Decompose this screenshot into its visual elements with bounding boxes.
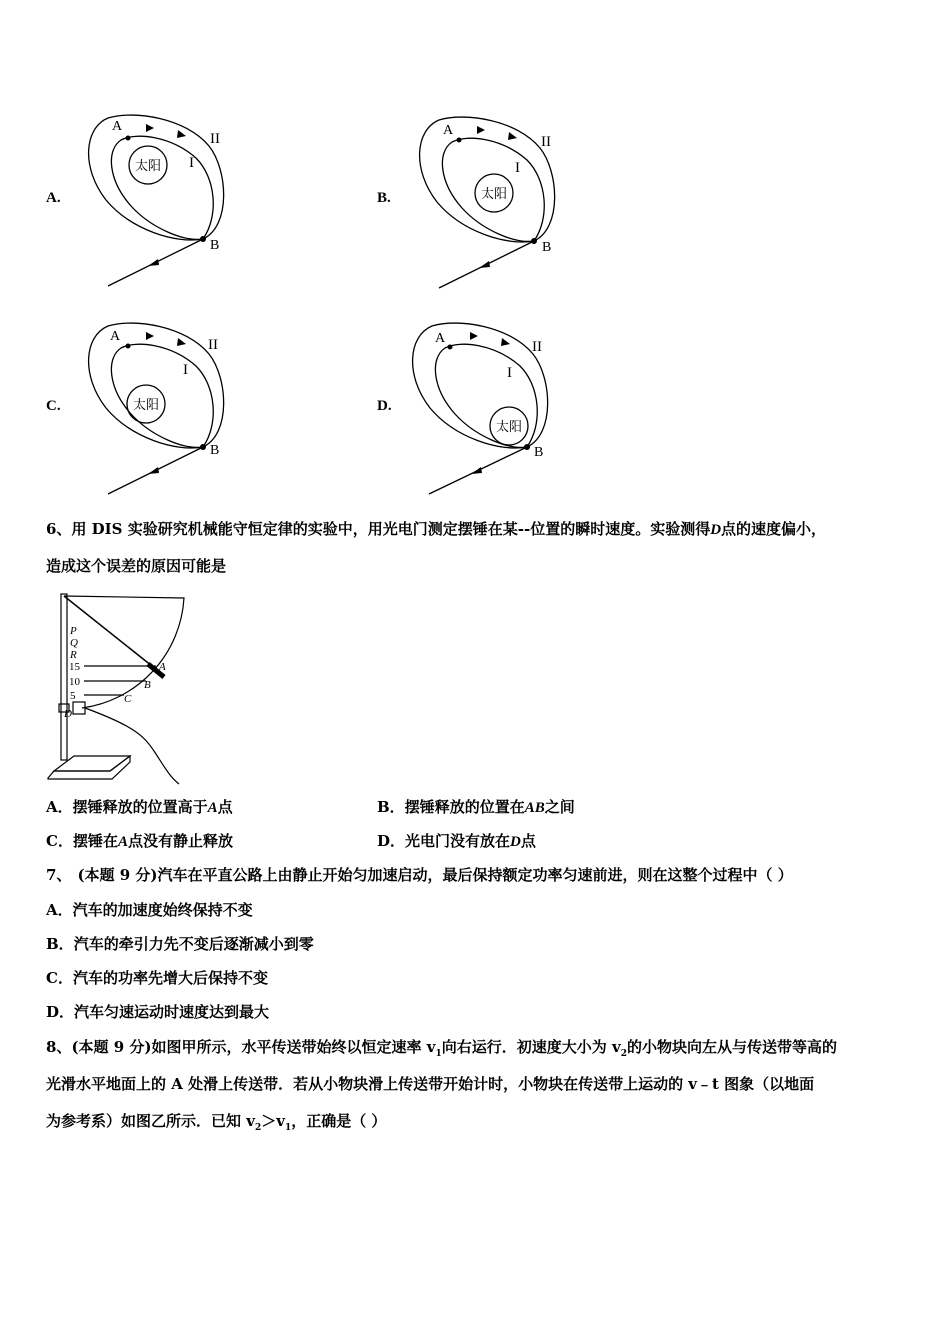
q7-score: (本题 9 分) xyxy=(77,866,158,884)
point-a: A xyxy=(112,119,123,134)
q8-number: 8、 xyxy=(46,1038,72,1056)
q7-stem: 7、 (本题 9 分)汽车在平直公路上由静止开始匀加速启动，最后保持额定功率匀速前进，则在这整个过程中（ ） xyxy=(46,866,793,884)
label-a: A xyxy=(159,661,166,673)
q6-option-b[interactable]: B．摆锤释放的位置在AB之间 xyxy=(377,798,575,816)
orbit-diagram-a xyxy=(46,108,306,298)
point-b: B xyxy=(210,443,220,458)
orbit-i-label: I xyxy=(183,362,188,378)
orbit-ii-label: II xyxy=(208,337,218,353)
option-c-label: C. xyxy=(46,398,61,414)
label-15: 15 xyxy=(69,661,80,673)
orbit-diagram-b xyxy=(377,108,637,298)
q8-stem-line1: 8、(本题 9 分)如图甲所示，水平传送带始终以恒定速率 $v_1$向右运行．初速度大小为 $v_2$的小物块向左从与传送带等高的 xyxy=(46,1038,837,1059)
option-a-diagram xyxy=(46,108,306,298)
orbit-i-label: I xyxy=(515,160,520,176)
point-a: A xyxy=(435,331,446,346)
q6-option-a[interactable]: A．摆锤释放的位置高于A点 xyxy=(46,798,233,816)
pendulum-apparatus-figure xyxy=(44,586,194,786)
label-p: P xyxy=(70,625,77,637)
q8-score: (本题 9 分) xyxy=(71,1038,152,1056)
label-r: R xyxy=(70,649,77,661)
q6-option-d[interactable]: D．光电门没有放在D点 xyxy=(377,832,536,850)
option-c-diagram xyxy=(46,316,306,506)
sun-label: 太阳 xyxy=(133,397,160,412)
point-b: B xyxy=(542,240,552,255)
option-a-label: A. xyxy=(46,190,61,206)
q7-option-a[interactable]: A．汽车的加速度始终保持不变 xyxy=(46,901,253,919)
label-b: B xyxy=(144,679,151,691)
point-b: B xyxy=(210,238,220,253)
orbit-i-label: I xyxy=(507,365,512,381)
q8-stem-line2: 光滑水平地面上的 A 处滑上传送带．若从小物块滑上传送带开始计时，小物块在传送带上运动的 v﹣t 图象（以地面 xyxy=(46,1075,815,1093)
q7-option-b[interactable]: B．汽车的牵引力先不变后逐渐减小到零 xyxy=(46,935,314,953)
q7-option-d[interactable]: D．汽车匀速运动时速度达到最大 xyxy=(46,1003,270,1021)
label-10: 10 xyxy=(69,676,80,688)
q6-stem-line2: 造成这个误差的原因可能是 xyxy=(46,557,227,575)
sun-label: 太阳 xyxy=(135,158,162,173)
option-b-label: B. xyxy=(377,190,391,206)
q7-number: 7、 xyxy=(46,866,72,884)
sun-label: 太阳 xyxy=(496,419,523,434)
orbit-ii-label: II xyxy=(210,131,220,147)
orbit-diagram-d xyxy=(377,316,637,506)
orbit-ii-label: II xyxy=(541,134,551,150)
point-a: A xyxy=(110,329,121,344)
q8-stem-line3: 为参考系）如图乙所示．已知 $v_2>v_1$，正确是（ ） xyxy=(46,1112,387,1133)
point-a: A xyxy=(443,123,454,138)
option-b-diagram xyxy=(377,108,637,298)
orbit-i-label: I xyxy=(189,155,194,171)
option-d-label: D. xyxy=(377,398,392,414)
point-b: B xyxy=(534,445,544,460)
sun-label: 太阳 xyxy=(481,186,508,201)
label-q: Q xyxy=(70,637,78,649)
q6-stem-line1: 6、用 DIS 实验研究机械能守恒定律的实验中，用光电门测定摆锤在某--位置的瞬时速度。实验测得D点的速度偏小， xyxy=(46,520,827,538)
q6-number: 6、 xyxy=(46,520,72,538)
pendulum-apparatus xyxy=(44,586,194,786)
label-c: C xyxy=(124,693,132,705)
label-d: D xyxy=(64,708,72,720)
label-5: 5 xyxy=(70,690,76,702)
q7-option-c[interactable]: C．汽车的功率先增大后保持不变 xyxy=(46,969,268,987)
q6-option-c[interactable]: C．摆锤在A点没有静止释放 xyxy=(46,832,233,850)
option-d-diagram xyxy=(377,316,637,506)
orbit-ii-label: II xyxy=(532,339,542,355)
orbit-diagram-c xyxy=(46,316,306,506)
